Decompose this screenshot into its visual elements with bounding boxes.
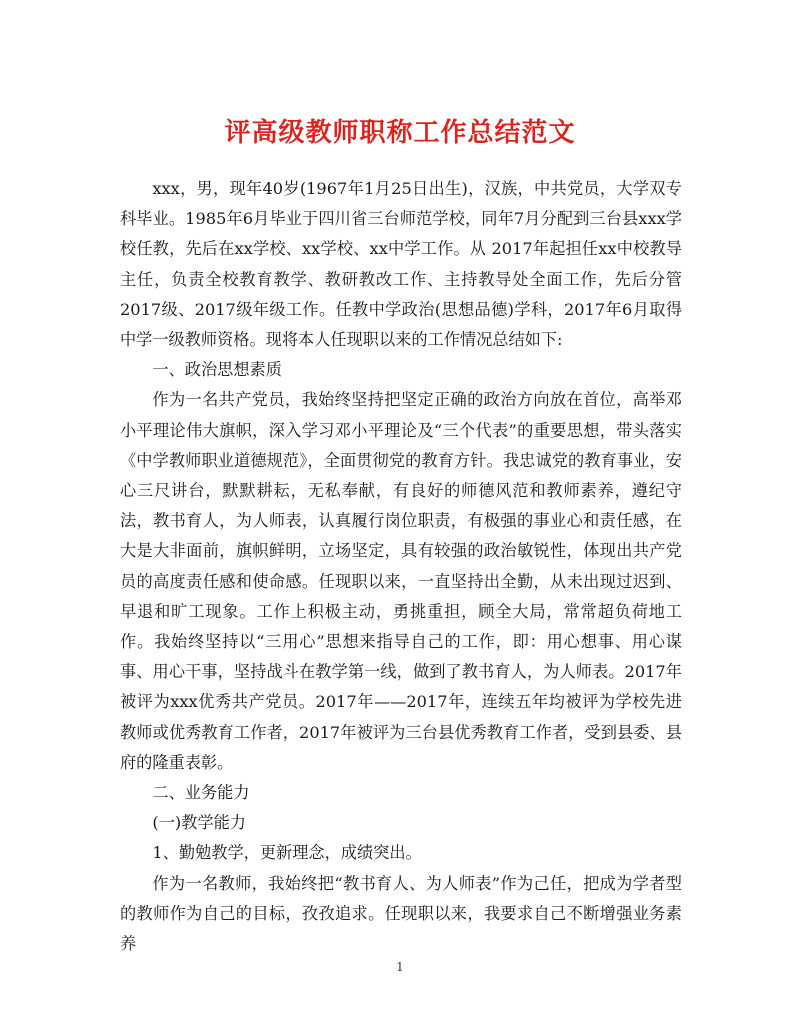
page-number: 1: [396, 960, 404, 974]
intro-paragraph: xxx，男，现年40岁(1967年1月25日出生)，汉族，中共党员，大学双专科毕业。1985年6月毕业于四川省三台师范学校，同年7月分配到三台县xxx学校任教，先后在xx学校、xx学校、xx中学工作。从 2017年起担任xx中校教导主任，负责全校教育教学、教研教改工作、主持教导处全面工作，先后分管2017级、2017级年级工作。任教中学政治(思想品德)学科，2017年6月取得中学一级教师资格。现将本人任现职以来的工作情况总结如下:: [120, 179, 682, 350]
political-paragraph: 作为一名共产党员，我始终坚持把坚定正确的政治方向放在首位，高举邓小平理论伟大旗帜，深入学习邓小平理论及“三个代表”的重要思想，带头落实《中学教师职业道德规范》，全面贯彻党的教育方针。我忠诚党的教育事业，安心三尺讲台，默默耕耘，无私奉献，有良好的师德风范和教师素养，遵纪守法，教书育人，为人师表，认真履行岗位职责，有极强的事业心和责任感，在大是大非面前，旗帜鲜明，立场坚定，具有较强的政治敏锐性，体现出共产党员的高度责任感和使命感。任现职以来，一直坚持出全勤，从未出现过迟到、早退和旷工现象。工作上积极主动，勇挑重担，顾全大局，常常超负荷地工作。我始终坚持以“三用心”思想来指导自己的工作，即：用心想事、用心谋事、用心干事，坚持战斗在教学第一线，做到了教书育人，为人师表。2017年被评为xxx优秀共产党员。2017年——2017年，连续五年均被评为学校先进教师或优秀教育工作者，2017年被评为三台县优秀教育工作者，受到县委、县府的隆重表彰。: [120, 390, 682, 772]
teaching-paragraph: 作为一名教师，我始终把“教书育人、为人师表”作为己任，把成为学者型的教师作为自己的目标，孜孜追求。任现职以来，我要求自己不断增强业务素养: [120, 873, 682, 954]
section-heading-ability: 二、业务能力: [152, 783, 250, 803]
section-heading-political: 一、政治思想素质: [152, 360, 282, 380]
document-body: [120, 174, 682, 959]
subsection-heading-teaching: (一)教学能力: [152, 813, 246, 833]
item-heading-diligent: 1、勤勉教学，更新理念，成绩突出。: [152, 843, 422, 863]
document-title: 评高级教师职称工作总结范文: [224, 118, 576, 148]
